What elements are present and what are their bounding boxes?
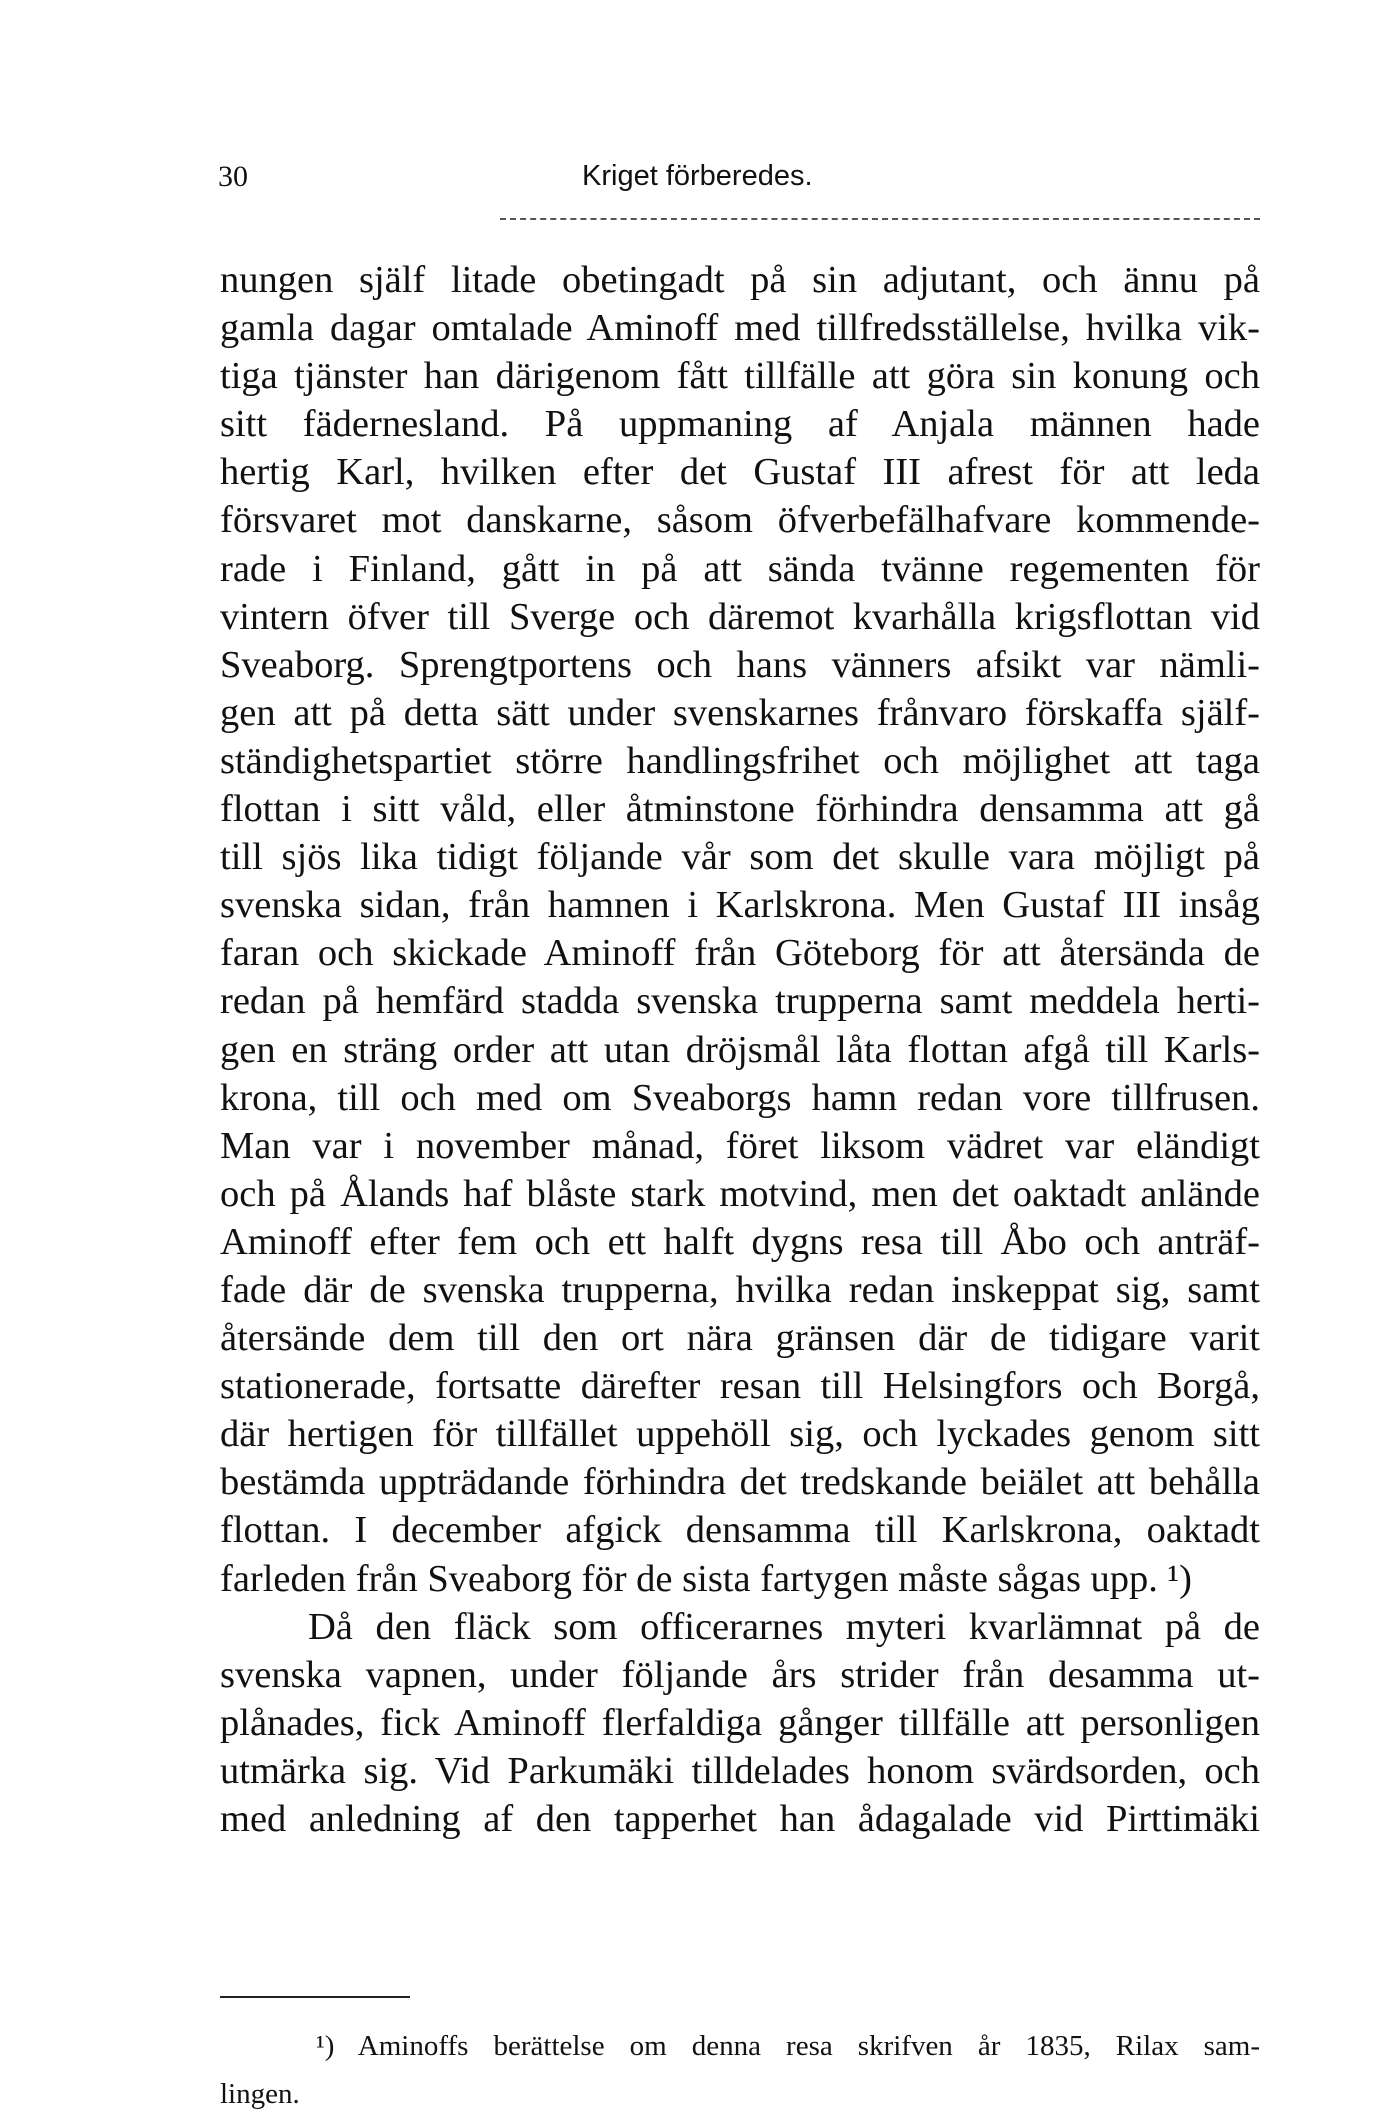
text-line: gen en sträng order att utan dröjsmål låta flottan afgå till Karls- [220, 1028, 1260, 1071]
text-line: Man var i november månad, föret liksom vädret var eländigt [220, 1124, 1260, 1167]
text-line: stationerade, fortsatte därefter resan till Helsingfors och Borgå, [220, 1365, 1260, 1408]
text-line: fade där de svenska trupperna, hvilka redan inskeppat sig, samt [220, 1268, 1260, 1311]
text-line: till sjös lika tidigt följande vår som det skulle vara möjligt på [220, 836, 1260, 879]
text-line: återsände dem till den ort nära gränsen där de tidigare varit [220, 1317, 1260, 1360]
text-line: hertig Karl, hvilken efter det Gustaf III afrest för att leda [220, 451, 1260, 494]
text-line: rade i Finland, gått in på att sända tvänne regementen för [220, 547, 1260, 590]
text-line: med anledning af den tapperhet han ådagalade vid Pirttimäki [220, 1798, 1260, 1840]
text-line: gen att på detta sätt under svenskarnes frånvaro förskaffa själf- [220, 691, 1260, 734]
text-line: nungen själf litade obetingadt på sin adjutant, och ännu på [220, 259, 1260, 301]
text-line: plånades, fick Aminoff flerfaldiga gånger tillfälle att personligen [220, 1701, 1260, 1744]
running-title: Kriget förberedes. [582, 160, 813, 192]
text-line: ständighetspartiet större handlingsfrihet och möjlighet att taga [220, 739, 1260, 782]
text-line: svenska vapnen, under följande års strider från desamma ut- [220, 1653, 1260, 1696]
text-line: utmärka sig. Vid Parkumäki tilldelades honom svärdsorden, och [220, 1749, 1260, 1792]
body-text [220, 256, 1260, 1843]
text-line: och på Ålands haf blåste stark motvind, men det oaktadt anlände [220, 1172, 1260, 1215]
text-line: Då den fläck som officerarnes myteri kvarlämnat på de [308, 1605, 1260, 1648]
footnote-rule [220, 1996, 410, 1998]
text-line: farleden från Sveaborg för de sista fartygen måste sågas upp. ¹) [220, 1557, 1192, 1600]
text-line: svenska sidan, från hamnen i Karlskrona. Men Gustaf III insåg [220, 884, 1260, 927]
text-line: tiga tjänster han därigenom fått tillfälle att göra sin konung och [220, 355, 1260, 398]
footnote [220, 2022, 1260, 2118]
text-line: sitt fädernesland. På uppmaning af Anjala männen hade [220, 403, 1260, 446]
text-line: där hertigen för tillfället uppehöll sig, och lyckades genom sitt [220, 1413, 1260, 1456]
text-line: Aminoff efter fem och ett halft dygns resa till Åbo och anträf- [220, 1220, 1260, 1263]
page-number: 30 [218, 160, 248, 193]
text-line: bestämda uppträdande förhindra det tredskande beiälet att behålla [220, 1461, 1260, 1504]
footnote-line: ¹) Aminoffs berättelse om denna resa skrifven år 1835, Rilax sam- [316, 2030, 1260, 2062]
text-line: krona, till och med om Sveaborgs hamn redan vore tillfrusen. [220, 1076, 1260, 1119]
page-header [218, 160, 1260, 200]
text-line: vintern öfver till Sverge och däremot kvarhålla krigsflottan vid [220, 595, 1260, 638]
text-line: flottan i sitt våld, eller åtminstone förhindra densamma att gå [220, 788, 1260, 831]
text-line: flottan. I december afgick densamma till Karlskrona, oaktadt [220, 1509, 1260, 1552]
text-line: gamla dagar omtalade Aminoff med tillfredsställelse, hvilka vik- [220, 307, 1260, 350]
text-line: faran och skickade Aminoff från Göteborg för att återsända de [220, 932, 1260, 975]
text-line: försvaret mot danskarne, såsom öfverbefälhafvare kommende- [220, 499, 1260, 542]
text-line: Sveaborg. Sprengtportens och hans vänners afsikt var nämli- [220, 643, 1260, 686]
header-rule [500, 218, 1260, 220]
footnote-line: lingen. [220, 2078, 300, 2110]
text-line: redan på hemfärd stadda svenska trupperna samt meddela herti- [220, 980, 1260, 1023]
